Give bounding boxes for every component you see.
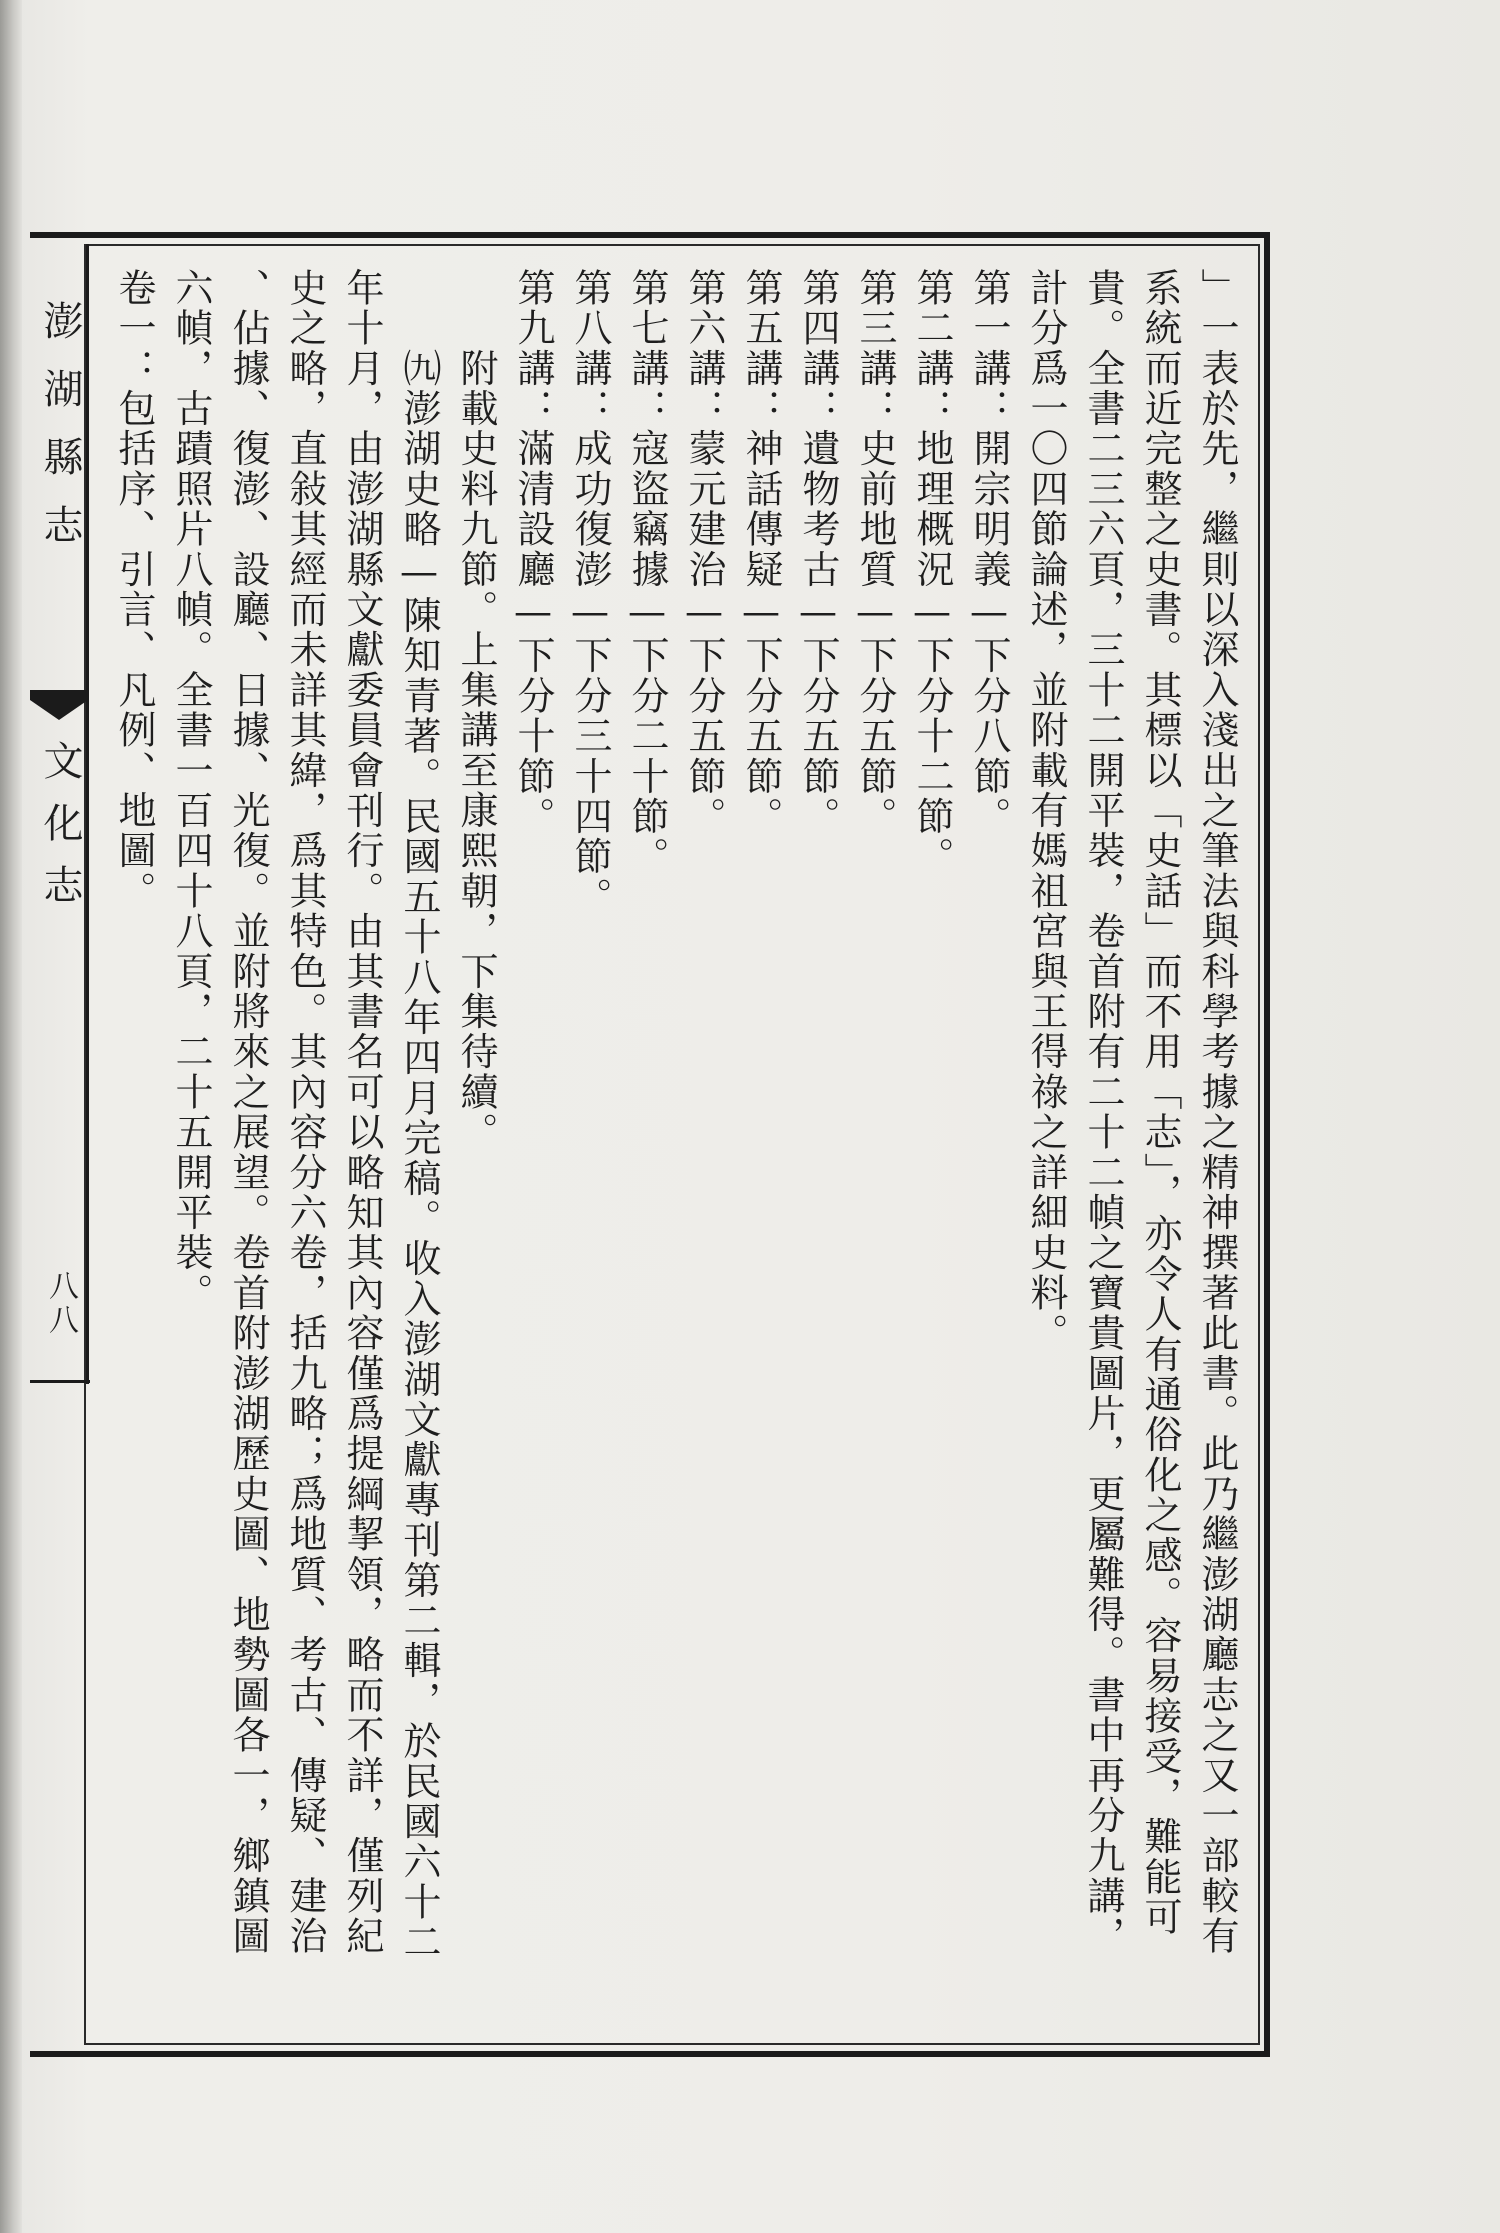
text-column: 第四講：遺物考古—下分五節。	[796, 268, 840, 837]
text-column: 計分爲一〇四節論述，並附載有媽祖宮與王得祿之詳細史料。	[1024, 268, 1068, 1354]
text-column: 貴。全書二三六頁，三十二開平裝，卷首附有二十二幀之寶貴圖片，更屬難得。書中再分九講，	[1081, 268, 1125, 1957]
book-spine-shadow	[0, 0, 22, 2233]
running-head-section-title: 文化志	[37, 740, 83, 926]
margin-rule	[30, 1380, 90, 1383]
text-column: 年十月，由澎湖縣文獻委員會刊行。由其書名可以略知其內容僅爲提綱挈領，略而不詳，僅列紀	[340, 268, 384, 1957]
text-column: 第九講：滿清設廳—下分十節。	[511, 268, 555, 837]
text-column: 系統而近完整之史書。其標以「史話」而不用「志」，亦令人有通俗化之感。容易接受，難能可	[1138, 268, 1182, 1938]
body-text	[110, 268, 1245, 2028]
text-column: ㈨澎湖史略—陳知青著。民國五十八年四月完稿。收入澎湖文獻專刊第二輯，於民國六十二	[397, 268, 441, 1963]
text-column: 史之略，直敍其經而未詳其緯，爲其特色。其內容分六卷，括九略；爲地質、考古、傳疑、建治	[283, 268, 327, 1957]
text-column: 第七講：寇盜竊據—下分二十節。	[625, 268, 669, 877]
text-column: 」一表於先，繼則以深入淺出之筆法與科學考據之精神撰著此書。此乃繼澎湖廳志之又一部較有	[1195, 268, 1239, 1957]
text-column: 第六講：蒙元建治—下分五節。	[682, 268, 726, 837]
fishtail-mark-icon	[30, 690, 88, 730]
running-head-book-title: 澎湖縣志	[37, 300, 83, 572]
text-column: 、佔據、復澎、設廳、日據、光復。並附將來之展望。卷首附澎湖歷史圖、地勢圖各一，鄉鎮圖	[226, 268, 270, 1957]
text-column: 第八講：成功復澎—下分三十四節。	[568, 268, 612, 918]
text-column: 附載史料九節。上集講至康熙朝，下集待續。	[454, 268, 498, 1153]
page-number: 八八	[43, 1270, 78, 1338]
text-column: 第五講：神話傳疑—下分五節。	[739, 268, 783, 837]
text-column: 卷一：包括序、引言、凡例、地圖。	[112, 268, 156, 912]
text-column: 六幀，古蹟照片八幀。全書一百四十八頁，二十五開平裝。	[169, 268, 213, 1314]
text-column: 第一講：開宗明義—下分八節。	[967, 268, 1011, 837]
text-column: 第二講：地理概況—下分十二節。	[910, 268, 954, 877]
text-column: 第三講：史前地質—下分五節。	[853, 268, 897, 837]
